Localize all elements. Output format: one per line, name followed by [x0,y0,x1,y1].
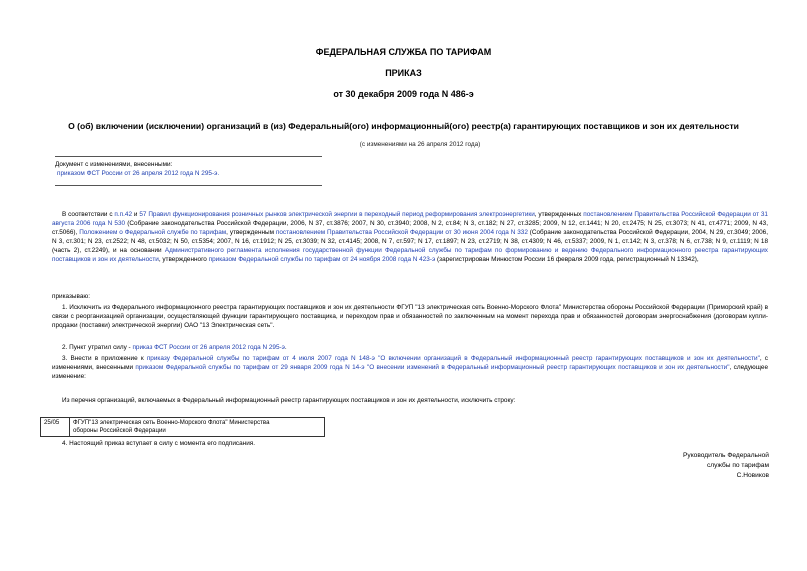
preamble-text: (Собрание законодательства Российской Федерации, 2006, N 37, ст.3876; 2007, N 30, ст.3940; 2008, N 2, ст.84; N 3, ст.182; N 27, ст.3285; 2009, N 12, ст.1441; N 20, ст.2475; N 25, ст.3073; N 41, ст.4771; 2009, N 43, ст.5066), [52,219,768,236]
preamble-text: , утвержденных [534,211,584,218]
link-order-148[interactable]: приказу Федеральной службы по тарифам от 4 июля 2007 года N 148-э "О включении организаций в Федеральный информационный реестр гарантирующих поставщиков и зон их деятельности" [146,355,760,362]
link-decree-332[interactable]: постановлением Правительства Российской Федерации от 30 июня 2004 года N 332 [275,228,528,236]
doc-date-number: от 30 декабря 2009 года N 486-э [333,89,474,99]
org-line: обороны Российской Федерации [73,427,166,434]
divider-bottom [55,185,322,186]
preamble-paragraph [52,211,768,264]
amendments-label: Документ с изменениями, внесенными: [55,161,173,168]
amendments-link[interactable]: приказом ФСТ России от 26 апреля 2012 года N 295-э. [57,170,220,177]
item-1 [52,304,768,331]
item-3-text: , следующее изменение: [52,363,769,380]
item-4 [52,440,768,449]
link-order-295[interactable]: приказ ФСТ России от 26 апреля 2012 года N 295-э [132,344,285,351]
signature-position: службы по тарифам [706,462,769,469]
signature-name: С.Новиков [736,472,769,479]
divider-top [55,156,322,157]
item-3-text: , с изменениями, внесенными [52,355,768,371]
item-1-text: 1. Исключить из Федерального информационного реестра гарантирующих поставщиков и зон их деятельности ФГУП "13 электрическая сеть Военно-Морского Флота" Министерства обороны Российской Федерации (Приморский край) в связи с реорганизацией организации, осуществляющей функции гарантирующего поставщика, и переходом прав и обязанностей по заключенным на момент перехода прав и обязанностей договорам энергоснабжения (договорам купли-продажи (поставки) электрической энергии) ОАО "13 Электрическая сеть". [52,304,768,329]
preamble-text: В соответствии с [62,211,115,218]
link-decree-530[interactable]: постановлением Правительства Российской Федерации от 31 августа 2006 года N 530 [52,211,768,227]
exclude-line-text: Из перечня организаций, включаемых в Федеральный информационный реестр гарантирующих поставщиков и зон их деятельности, исключить строку: [62,397,516,404]
preamble-text: (Собрание законодательства Российской Федерации, 2004, N 29, ст.3049; 2006, N 3, ст.301; N 23, ст.2522; N 48, ст.5032; N 50, ст.5354; 2007, N 16, ст.1912; N 25, ст.3039; N 32, ст.4145; 2008, N 7, ст.597; N 17, ст.1897; N 23, ст.2719; N 38, ст.4309; N 46, ст.5337; 2009, N 1, ст.142; N 3, ст.378; N 6, ст.738; N 9, ст.1119; N 18 (часть 2), ст.2249), и на основании [52,228,768,254]
exclude-line [52,397,768,406]
excluded-org-table [40,417,325,437]
amendments-box [55,160,322,178]
link-order-14[interactable]: приказом Федеральной службы по тарифам от 29 января 2009 года N 14-э "О внесении изменений в Федеральный информационный реестр гарантирующих поставщиков и зон их деятельности" [135,363,730,371]
link-order-423[interactable]: приказом Федеральной службы по тарифам от 24 ноября 2008 года N 423-э [208,255,436,263]
signature-block [683,451,769,481]
org-line: ФГУП"13 электрическая сеть Военно-Морского Флота" Министерства [73,419,270,426]
link-pp42[interactable]: п.п.42 [114,211,133,218]
order-word: приказываю: [52,293,90,300]
link-retail-rules[interactable]: 57 Правил функционирования розничных рынков электрической энергии в переходный период реформирования электроэнергетики [139,211,535,218]
item-2-text: . [284,344,287,351]
row-organization [70,418,325,437]
table-row [41,418,325,437]
signature-position: Руководитель Федеральной [683,452,769,459]
item-2 [52,344,768,353]
item-3-text: 3. Внести в приложение к [62,355,147,362]
row-number: 25/05 [41,418,70,437]
preamble-text: , утвержденного [158,255,209,263]
preamble-text: , утвержденным [226,228,276,236]
doc-title: О (об) включении (исключении) организаций в (из) Федеральный(ого) информационный(ого) реестр(а) гарантирующих поставщиков и зон их деятельности [68,121,739,131]
item-4-text: 4. Настоящий приказ вступает в силу с момента его подписания. [62,440,256,447]
preamble-text: (зарегистрирован Минюстом России 16 февраля 2009 года, регистрационный N 13342), [435,255,699,263]
preamble-text: и [132,211,140,218]
link-fst-regulation[interactable]: Положением о Федеральной службе по тарифам [79,228,227,236]
link-admin-regulation[interactable]: Административного регламента исполнения государственной функции Федеральной службы по тарифам по формированию и ведению Федерального информационного реестра гарантирующих поставщиков и зон их деятельности [52,246,768,263]
item-2-text: 2. Пункт утратил силу - [62,344,133,351]
revision-note: (с изменениями на 26 апреля 2012 года) [359,141,481,148]
agency-name: ФЕДЕРАЛЬНАЯ СЛУЖБА ПО ТАРИФАМ [315,47,492,57]
doc-type: ПРИКАЗ [385,68,422,78]
item-3 [52,355,768,382]
